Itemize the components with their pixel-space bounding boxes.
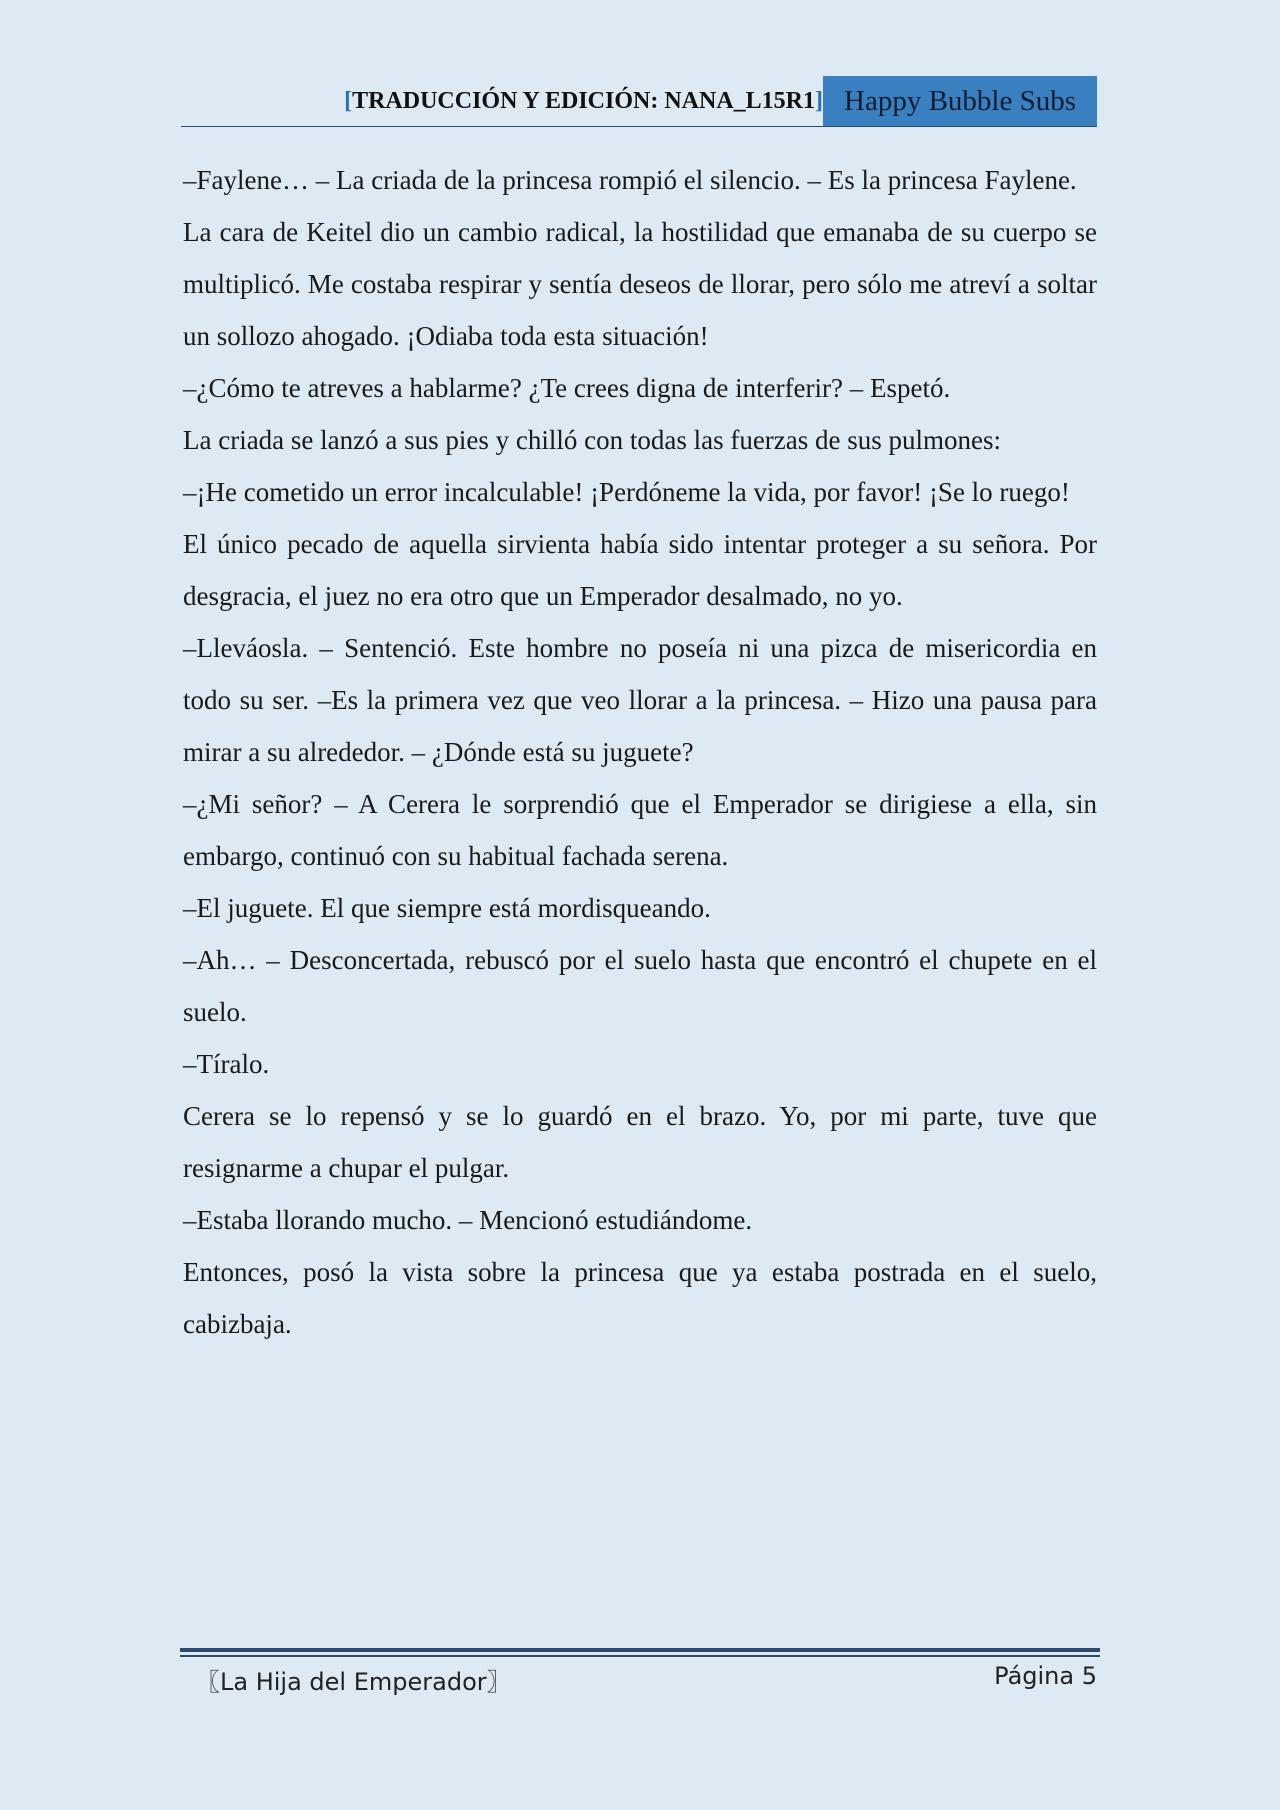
page-header bbox=[181, 76, 1097, 127]
bracket-open: [ bbox=[344, 88, 353, 114]
page-number: Página 5 bbox=[994, 1662, 1097, 1690]
paragraph: –¿Mi señor? – A Cerera le sorprendió que el Emperador se dirigiese a ella, sin embargo, continuó con su habitual fachada serena. bbox=[183, 789, 1097, 871]
credit-text: TRADUCCIÓN Y EDICIÓN: NANA_L15R1 bbox=[352, 88, 815, 114]
bracket-close: ] bbox=[815, 88, 823, 114]
book-title: 〖La Hija del Emperador〗 bbox=[196, 1668, 511, 1696]
paragraph: –Estaba llorando mucho. – Mencionó estudiándome. bbox=[183, 1205, 753, 1235]
paragraph: –¡He cometido un error incalculable! ¡Perdóneme la vida, por favor! ¡Se lo ruego! bbox=[183, 477, 1070, 507]
translation-credit bbox=[344, 88, 823, 115]
footer-divider-thick bbox=[180, 1648, 1100, 1652]
paragraph: –Lleváosla. – Sentenció. Este hombre no poseía ni una pizca de misericordia en todo su ser. –Es la primera vez que veo llorar a la princesa. – Hizo una pausa para mirar a su alrededor. – ¿Dónde está su juguete? bbox=[183, 633, 1097, 767]
paragraph: Entonces, posó la vista sobre la princesa que ya estaba postrada en el suelo, cabizbaja. bbox=[183, 1257, 1097, 1339]
paragraph: –Tíralo. bbox=[183, 1049, 270, 1079]
paragraph: El único pecado de aquella sirvienta había sido intentar proteger a su señora. Por desgracia, el juez no era otro que un Emperador desalmado, no yo. bbox=[183, 529, 1097, 611]
footer-divider-thin bbox=[180, 1655, 1100, 1657]
paragraph: La cara de Keitel dio un cambio radical, la hostilidad que emanaba de su cuerpo se multiplicó. Me costaba respirar y sentía deseos de llorar, pero sólo me atreví a soltar un sollozo ahogado. ¡Odiaba toda esta situación! bbox=[183, 217, 1097, 351]
paragraph: Cerera se lo repensó y se lo guardó en el brazo. Yo, por mi parte, tuve que resignarme a chupar el pulgar. bbox=[183, 1101, 1097, 1183]
paragraph: –Ah… – Desconcertada, rebuscó por el suelo hasta que encontró el chupete en el suelo. bbox=[183, 945, 1097, 1027]
group-badge: Happy Bubble Subs bbox=[823, 76, 1097, 126]
paragraph: –El juguete. El que siempre está mordisqueando. bbox=[183, 893, 711, 923]
paragraph: –Faylene… – La criada de la princesa rompió el silencio. – Es la princesa Faylene. bbox=[183, 165, 1077, 195]
paragraph: –¿Cómo te atreves a hablarme? ¿Te crees digna de interferir? – Espetó. bbox=[183, 373, 951, 403]
paragraph: La criada se lanzó a sus pies y chilló con todas las fuerzas de sus pulmones: bbox=[183, 425, 1002, 455]
page-body bbox=[183, 154, 1097, 1350]
